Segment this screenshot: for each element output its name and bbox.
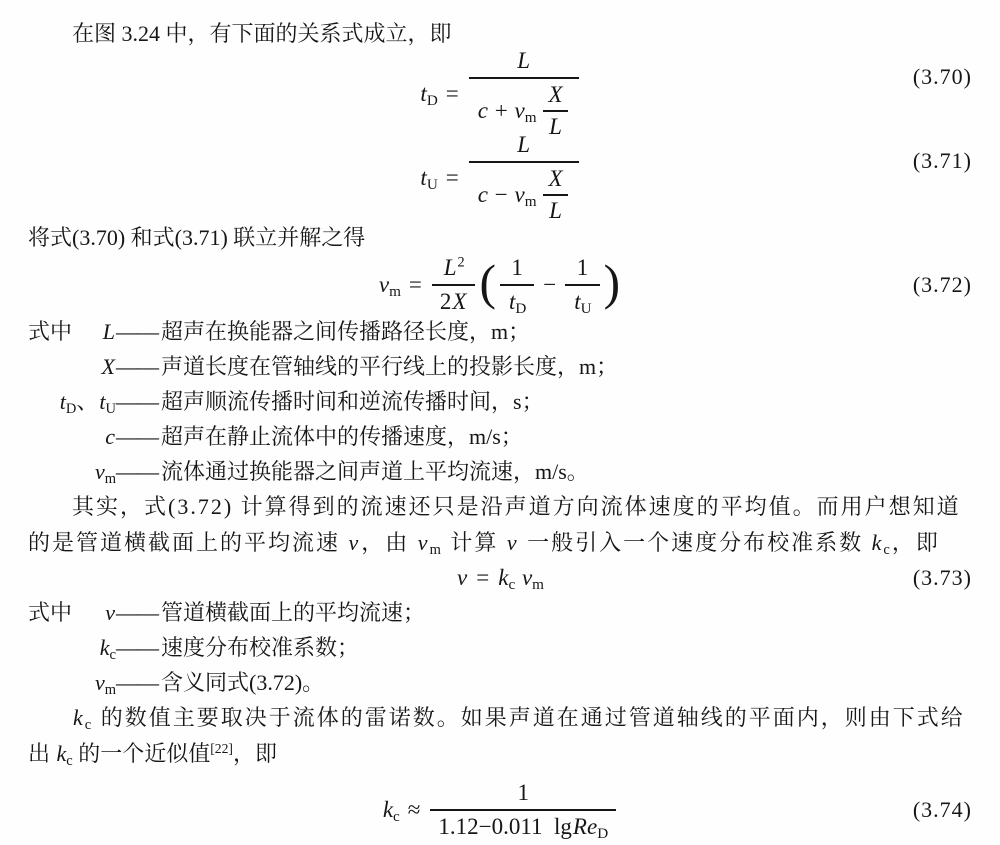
equation-3-73	[28, 561, 972, 595]
equals-sign: =	[445, 165, 459, 190]
def-dash: ——	[116, 635, 158, 660]
def-term	[74, 595, 116, 630]
paragraph-kc-line2	[28, 736, 972, 772]
def-dash: ——	[116, 319, 158, 344]
def-term	[74, 630, 116, 665]
fraction-numerator: $L^2$	[443, 254, 465, 280]
def-dash: ——	[116, 424, 158, 449]
fraction	[469, 48, 579, 140]
def-term-text: v	[105, 600, 115, 625]
paragraph-kc-line1	[28, 700, 972, 736]
eq371-lhs: $t_U$	[420, 165, 438, 194]
def-dash: ——	[116, 459, 158, 484]
def-description: 超声在换能器之间传播路径长度，m；	[161, 319, 531, 344]
def-term	[74, 419, 116, 454]
def-term-text: L	[102, 319, 115, 344]
def-term-text: c	[105, 424, 115, 449]
equation-3-70-math	[419, 48, 580, 140]
def-term-text: $v_m$	[94, 670, 116, 699]
def-description: 含义同式(3.72)。	[161, 670, 325, 695]
def-term-text: $v_m$	[94, 459, 116, 488]
def-dash: ——	[116, 670, 158, 695]
equation-3-71	[28, 132, 972, 223]
fraction-denominator: $t_U$	[565, 284, 599, 315]
inner-fraction-denominator: L	[543, 110, 568, 140]
definition-row	[28, 665, 972, 700]
inner-fraction-denominator: L	[543, 194, 568, 224]
def-term-text: $k_c$	[99, 635, 116, 664]
equation-number: (3.72)	[912, 272, 972, 297]
denominator-terms: $c - v_m$	[477, 182, 537, 211]
def-description: 管道横截面上的平均流速；	[161, 600, 426, 625]
fraction-denominator: $t_D$	[500, 284, 534, 315]
fraction-denominator	[469, 161, 579, 224]
def-term	[74, 349, 116, 384]
paragraph-explain-text1: 其实，式(3.72) 计算得到的流速还只是沿声道方向流体速度的平均值。而用户想知道	[72, 494, 961, 519]
paragraph-combine	[28, 220, 972, 256]
def-dash: ——	[116, 354, 158, 379]
inner-fraction-numerator: X	[548, 166, 563, 191]
definition-row	[28, 630, 972, 665]
right-paren: )	[603, 254, 621, 310]
minus-sign: −	[543, 272, 557, 297]
fraction	[469, 132, 579, 224]
equation-number: (3.70)	[912, 64, 972, 89]
fraction	[500, 255, 534, 318]
paragraph-kc-text2: 出 $k_c$ 的一个近似值[22]，即	[28, 740, 277, 770]
def-term	[74, 454, 116, 489]
definition-row	[28, 595, 972, 630]
equation-3-73-math	[456, 565, 544, 594]
definition-row	[28, 314, 972, 349]
fraction-numerator: L	[517, 132, 531, 157]
paragraph-explain-line1	[28, 489, 972, 525]
inner-fraction-numerator: X	[548, 82, 563, 107]
def-term	[74, 665, 116, 700]
fraction	[430, 780, 616, 843]
inner-fraction	[543, 166, 569, 224]
def-term	[59, 384, 116, 419]
def-term-text: X	[101, 354, 115, 379]
paragraph-explain-text2: 的是管道横截面上的平均流速 v，由 $v_m$ 计算 v 一般引入一个速度分布校准系数 $k_c$，即	[28, 530, 940, 559]
def-list-label: 式中	[28, 319, 73, 344]
eq373-rhs: $k_c$ $v_m$	[498, 565, 544, 594]
paragraph-intro	[28, 16, 972, 52]
definition-list-2	[28, 595, 972, 700]
left-paren: (	[479, 254, 496, 310]
def-description: 超声顺流传播时间和逆流传播时间，s；	[161, 389, 544, 414]
equation-3-71-math	[419, 132, 580, 224]
definition-row	[28, 419, 972, 454]
equation-3-74-math	[382, 780, 618, 843]
definition-row	[28, 349, 972, 384]
def-description: 流体通过换能器之间声道上平均流速，m/s。	[161, 459, 589, 484]
eq370-lhs: $t_D$	[420, 81, 438, 110]
equals-sign: =	[408, 272, 422, 297]
fraction-denominator: 1.12−0.011 lgRe$_D$	[430, 809, 616, 840]
fraction	[565, 255, 599, 318]
equation-3-70	[28, 48, 972, 139]
fraction	[432, 255, 476, 315]
def-dash: ——	[116, 600, 158, 625]
fraction-numerator: 1	[511, 255, 523, 280]
fraction-denominator	[469, 77, 579, 140]
def-dash: ——	[116, 389, 158, 414]
equation-number: (3.73)	[912, 565, 972, 590]
eq372-lhs: $v_m$	[378, 272, 401, 301]
denominator-terms: $c + v_m$	[477, 98, 537, 127]
definition-list-1	[28, 314, 972, 489]
equals-sign: =	[476, 565, 490, 590]
eq373-lhs: v	[457, 565, 468, 590]
equation-3-72	[28, 254, 972, 318]
equation-number: (3.74)	[912, 797, 972, 822]
fraction-numerator: 1	[517, 780, 530, 805]
def-description: 声道长度在管轴线的平行线上的投影长度，m；	[161, 354, 619, 379]
equation-3-72-math	[378, 254, 622, 318]
paragraph-kc-text1: $k_c$ 的数值主要取决于流体的雷诺数。如果声道在通过管道轴线的平面内，则由下式给	[73, 705, 965, 734]
fraction-numerator: 1	[576, 255, 589, 280]
equation-number: (3.71)	[912, 148, 972, 173]
definition-row	[28, 384, 972, 419]
equation-3-74	[28, 775, 972, 845]
paragraph-combine-text: 将式(3.70) 和式(3.71) 联立并解之得	[28, 225, 366, 250]
equals-sign: =	[445, 81, 459, 106]
definition-row	[28, 454, 972, 489]
approx-sign: ≈	[407, 797, 421, 822]
def-description: 速度分布校准系数；	[161, 635, 360, 660]
eq374-lhs: $k_c$	[382, 797, 400, 826]
def-term-text: $t_D$、$t_U$	[59, 389, 116, 418]
def-term	[74, 314, 116, 349]
fraction-denominator: 2X	[432, 284, 476, 315]
paragraph-explain-line2	[28, 525, 972, 561]
fraction-numerator: L	[517, 48, 531, 73]
def-list-label: 式中	[28, 600, 73, 625]
paragraph-intro-text: 在图 3.24 中，有下面的关系式成立，即	[72, 21, 452, 46]
def-description: 超声在静止流体中的传播速度，m/s；	[161, 424, 523, 449]
